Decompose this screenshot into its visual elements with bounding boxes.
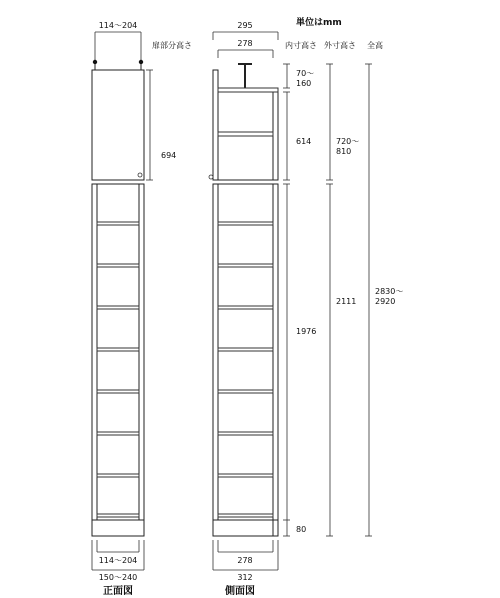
front-shelf — [97, 348, 139, 351]
adjuster-knob-left — [93, 60, 97, 64]
door-hinge-icon — [138, 173, 142, 177]
front-shelf — [97, 514, 139, 517]
adjust-gap-line2: 160 — [296, 79, 312, 88]
side-shelf — [218, 432, 273, 435]
height-dimensions — [283, 40, 403, 536]
door-height-value: 694 — [161, 151, 177, 160]
side-shelf — [218, 264, 273, 267]
side-view — [209, 21, 278, 597]
side-shelf — [218, 306, 273, 309]
side-top-inner-depth: 278 — [237, 39, 253, 48]
side-upper-shelf — [218, 132, 273, 136]
side-shelf-lines — [218, 222, 273, 517]
front-shelf — [97, 432, 139, 435]
side-lower-body — [213, 184, 278, 536]
side-top-outer-depth: 295 — [237, 21, 253, 30]
lower-outer-height: 2111 — [336, 297, 357, 306]
door-height-label: 扉部分高さ — [152, 41, 192, 50]
side-shelf — [218, 514, 273, 517]
upper-outer-line2: 810 — [336, 147, 352, 156]
header-inner-height: 内寸高さ — [285, 41, 317, 50]
front-inner-width: 114～204 — [98, 556, 138, 565]
front-outer-width: 150～240 — [98, 573, 138, 582]
side-shelf — [218, 390, 273, 393]
front-view — [92, 21, 192, 597]
header-total-height: 全高 — [367, 41, 383, 50]
adjuster-knob-right — [139, 60, 143, 64]
upper-outer-line1: 720～ — [336, 137, 360, 146]
lower-inner-height: 1976 — [296, 327, 317, 336]
front-lower-body — [92, 184, 144, 536]
header-outer-height: 外寸高さ — [324, 41, 356, 50]
front-shelf — [97, 390, 139, 393]
adjust-gap-line1: 70～ — [296, 69, 315, 78]
front-shelf — [97, 222, 139, 225]
base-height: 80 — [296, 525, 307, 534]
side-shelf — [218, 222, 273, 225]
side-shelf — [218, 348, 273, 351]
front-shelf — [97, 474, 139, 477]
unit-note: 単位はmm — [296, 18, 342, 28]
side-bottom-inner-depth: 278 — [237, 556, 253, 565]
front-door-panel — [92, 70, 144, 180]
side-view-title: 側面図 — [225, 586, 255, 597]
side-shelf — [218, 474, 273, 477]
front-top-width: 114～204 — [98, 21, 138, 30]
side-upper-top — [218, 88, 278, 92]
upper-inner-height: 614 — [296, 137, 312, 146]
front-shelf-lines — [97, 222, 139, 517]
side-bottom-outer-depth: 312 — [237, 573, 253, 582]
front-shelf — [97, 264, 139, 267]
total-height-line1: 2830～ — [375, 287, 404, 296]
front-shelf — [97, 306, 139, 309]
total-height-line2: 2920 — [375, 297, 396, 306]
side-door-edge — [213, 70, 218, 180]
side-hinge-icon — [209, 175, 213, 179]
front-view-title: 正面図 — [103, 586, 133, 597]
